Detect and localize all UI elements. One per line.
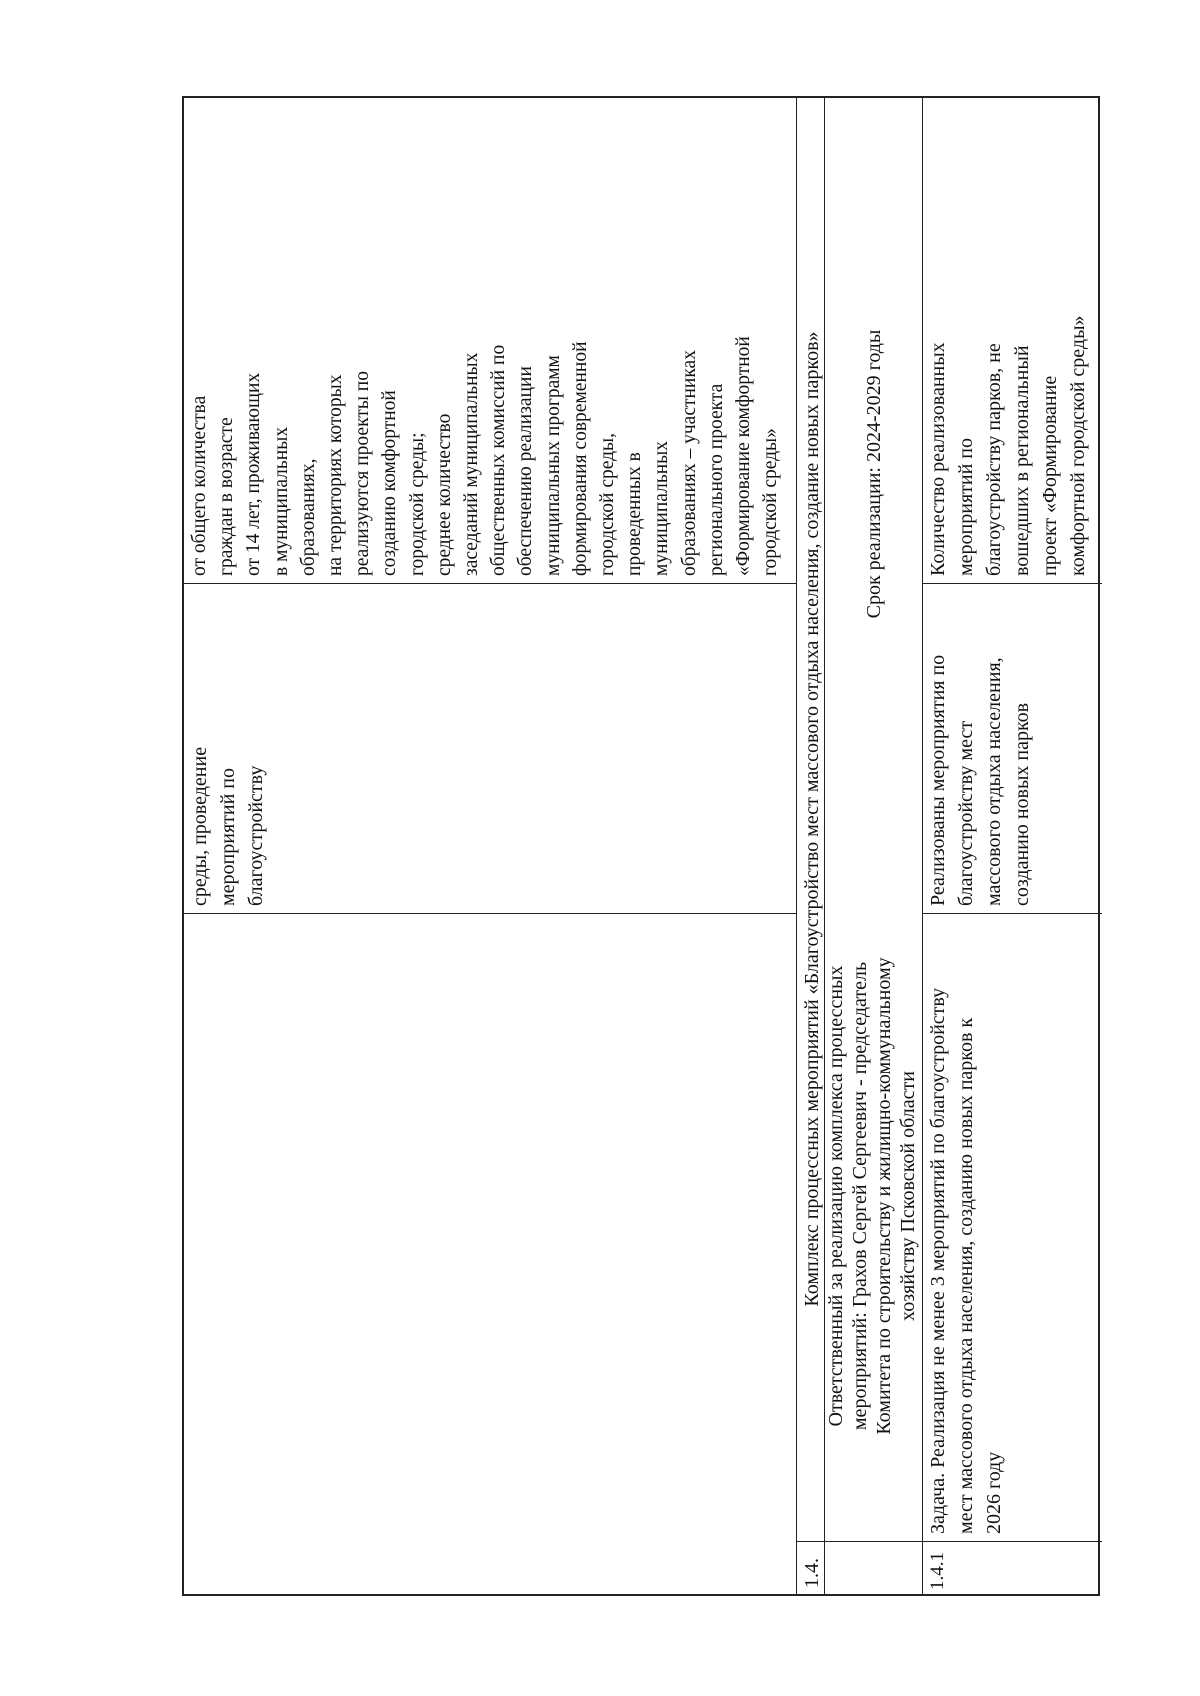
indicator-line: городской среды, bbox=[597, 432, 619, 576]
cell-period: Срок реализации: 2024-2029 годы bbox=[863, 329, 885, 619]
section-number: 1.4. bbox=[801, 1558, 823, 1588]
cell-indicator-text bbox=[184, 94, 796, 584]
responsible-line: мероприятий: Грахов Сергей Сергеевич - председатель bbox=[849, 961, 871, 1431]
cell-result bbox=[922, 584, 1102, 914]
indicator-line: проведенных в bbox=[624, 452, 646, 576]
indicator-line: на территориях которых bbox=[325, 374, 347, 576]
table-row-section bbox=[796, 98, 824, 1594]
task-indicator-line: Количество реализованных bbox=[927, 342, 949, 576]
cell-action-text bbox=[184, 584, 796, 914]
task-number: 1.4.1 bbox=[927, 1552, 948, 1590]
task-line: мест массового отдыха населения, созданию новых парков к bbox=[955, 1017, 977, 1534]
indicator-line: обеспечению реализации bbox=[515, 366, 537, 576]
indicator-line: созданию комфортной bbox=[379, 390, 401, 576]
indicator-line: граждан в возрасте bbox=[216, 417, 238, 576]
action-line: среды, проведение bbox=[189, 746, 211, 906]
responsible-line: Комитета по строительству и жилищно-коммунальному bbox=[873, 957, 895, 1435]
indicator-line: городской среды» bbox=[760, 428, 782, 576]
result-line: массового отдыха населения, bbox=[983, 657, 1005, 906]
column-divider bbox=[184, 913, 796, 914]
cell-task-indicator bbox=[922, 98, 1102, 584]
result-line: Реализованы мероприятия по bbox=[927, 654, 949, 906]
indicator-line: регионального проекта bbox=[705, 383, 727, 576]
rotated-table-wrapper bbox=[182, 96, 1100, 1596]
indicator-line: муниципальных программ bbox=[542, 355, 564, 576]
table-row-continuation bbox=[184, 98, 796, 1594]
indicator-line: формирования современной bbox=[569, 341, 591, 576]
indicator-line: заседаний муниципальных bbox=[461, 352, 483, 576]
indicator-line: образованиях, bbox=[297, 458, 319, 576]
measures-table bbox=[182, 96, 1100, 1596]
task-indicator-line: мероприятий по bbox=[955, 438, 977, 576]
indicator-line: от общего количества bbox=[189, 395, 210, 576]
indicator-line: в муниципальных bbox=[270, 426, 292, 576]
task-line: Задача. Реализация не менее 3 мероприятий по благоустройству bbox=[927, 987, 949, 1534]
action-line: благоустройству bbox=[245, 765, 267, 906]
indicator-line: среднее количество bbox=[433, 413, 455, 576]
action-line: мероприятий по bbox=[217, 768, 239, 906]
cell-responsible bbox=[824, 852, 922, 1542]
result-line: благоустройству мест bbox=[955, 720, 977, 906]
column-divider bbox=[184, 583, 796, 584]
result-line: созданию новых парков bbox=[1011, 702, 1033, 906]
responsible-line: хозяйству Псковской области bbox=[897, 1071, 919, 1321]
task-indicator-line: благоустройству парков, не bbox=[983, 343, 1005, 576]
cell-empty-number bbox=[824, 1542, 922, 1594]
cell-task bbox=[922, 914, 1102, 1542]
indicator-line: городской среды; bbox=[406, 432, 428, 576]
section-title: Комплекс процессных мероприятий «Благоустройство мест массового отдыха населения, создание новых парков» bbox=[801, 331, 823, 1307]
responsible-line: Ответственный за реализацию комплекса процессных bbox=[825, 965, 847, 1427]
table-row-task bbox=[922, 98, 1102, 1594]
indicator-line: муниципальных bbox=[651, 440, 673, 576]
cell-empty-left bbox=[184, 914, 796, 1594]
indicator-line: «Формирование комфортной bbox=[733, 336, 755, 576]
indicator-line: реализуются проекты по bbox=[352, 371, 374, 576]
indicator-line: от 14 лет, проживающих bbox=[243, 372, 265, 576]
task-indicator-line: проект «Формирование bbox=[1039, 375, 1061, 576]
task-line: 2026 году bbox=[983, 1451, 1005, 1534]
task-indicator-line: вошедших в региональный bbox=[1011, 345, 1033, 576]
task-indicator-line: комфортной городской среды» bbox=[1067, 315, 1089, 576]
indicator-line: образованиях – участниках bbox=[678, 350, 700, 576]
table-row-responsible bbox=[824, 98, 922, 1594]
indicator-line: общественных комиссий по bbox=[488, 344, 510, 576]
